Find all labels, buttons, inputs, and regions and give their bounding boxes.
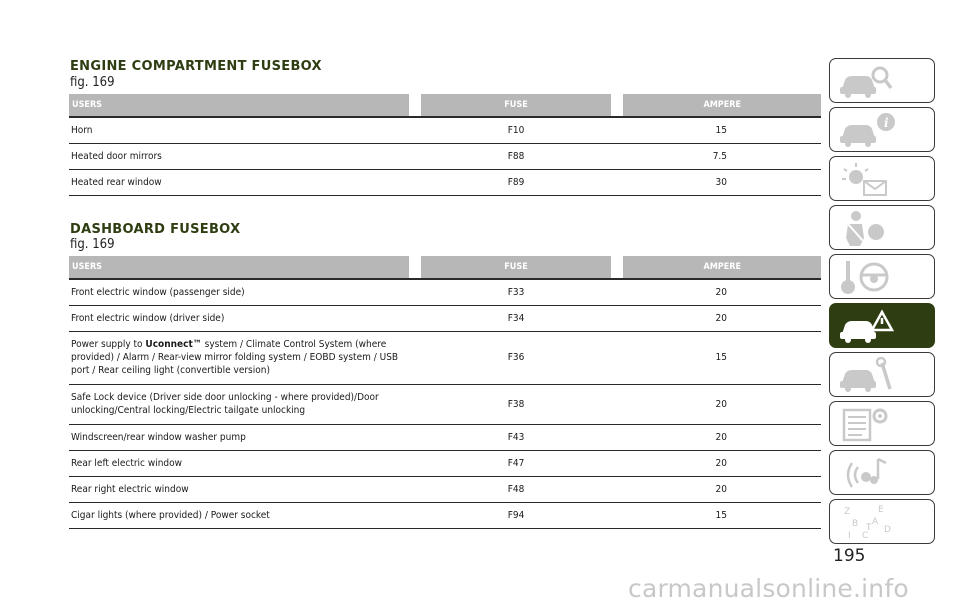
- cell-ampere: 20: [623, 476, 821, 502]
- cell-fuse: F43: [421, 424, 611, 450]
- svg-text:i: i: [884, 116, 889, 130]
- index-letter: B: [852, 519, 859, 529]
- cell-user: Rear right electric window: [69, 476, 409, 502]
- dashboard-section-title: DASHBOARD FUSEBOX: [70, 222, 241, 237]
- index-letter: T: [866, 523, 872, 533]
- warning-light-message-icon: [836, 159, 896, 199]
- side-tab-multimedia[interactable]: [829, 450, 935, 495]
- dashboard-fig-ref: fig. 169: [70, 237, 115, 252]
- side-tab-safety[interactable]: [829, 205, 935, 250]
- table-row: [69, 331, 821, 384]
- cell-fuse: F10: [421, 117, 611, 143]
- table-header-row: [69, 256, 821, 279]
- engine-section-title: ENGINE COMPARTMENT FUSEBOX: [70, 59, 322, 74]
- cell-fuse: F33: [421, 279, 611, 305]
- cell-ampere: 7.5: [623, 143, 821, 169]
- cell-fuse: F34: [421, 305, 611, 331]
- car-info-icon: [836, 110, 896, 150]
- cell-ampere: 15: [623, 331, 821, 384]
- side-tab-starting-driving[interactable]: [829, 254, 935, 299]
- cell-fuse: F94: [421, 502, 611, 528]
- side-tab-emergency[interactable]: [829, 303, 935, 348]
- cell-user: Heated door mirrors: [69, 143, 409, 169]
- technical-data-gear-icon: [836, 404, 896, 444]
- page-number: 195: [833, 546, 866, 566]
- cell-fuse: F89: [421, 169, 611, 195]
- dashboard-fuse-table: [69, 256, 821, 529]
- header-users: USERS: [69, 94, 409, 117]
- car-emergency-icon: [836, 306, 896, 346]
- cell-fuse: F36: [421, 331, 611, 384]
- engine-fuse-table: [69, 94, 821, 196]
- index-letter: A: [872, 517, 879, 527]
- cell-user: Windscreen/rear window washer pump: [69, 424, 409, 450]
- table-row: [69, 384, 821, 424]
- table-header-row: [69, 94, 821, 117]
- cell-ampere: 20: [623, 450, 821, 476]
- side-tab-warning-messages[interactable]: [829, 156, 935, 201]
- table-row: [69, 476, 821, 502]
- cell-fuse: F38: [421, 384, 611, 424]
- car-wrench-icon: [836, 355, 896, 395]
- cell-ampere: 20: [623, 384, 821, 424]
- cell-ampere: 20: [623, 305, 821, 331]
- cell-fuse: F47: [421, 450, 611, 476]
- key-steering-wheel-icon: [836, 257, 896, 297]
- cell-fuse: F88: [421, 143, 611, 169]
- header-ampere: AMPERE: [623, 94, 821, 117]
- cell-user: Cigar lights (where provided) / Power socket: [69, 502, 409, 528]
- seatbelt-airbag-icon: [836, 208, 896, 248]
- multimedia-music-icon: [836, 453, 896, 493]
- cell-ampere: 20: [623, 279, 821, 305]
- cell-user: Front electric window (passenger side): [69, 279, 409, 305]
- uconnect-brand: Uconnect™: [145, 339, 202, 350]
- cell-user-pre: Power supply to: [71, 339, 143, 350]
- table-row: [69, 279, 821, 305]
- side-tab-index[interactable]: [829, 499, 935, 544]
- header-fuse: FUSE: [421, 256, 611, 279]
- car-search-icon: [836, 61, 896, 101]
- cell-ampere: 30: [623, 169, 821, 195]
- index-letter: Z: [844, 507, 851, 517]
- alphabetical-index-icon: [836, 502, 896, 542]
- side-tab-technical-data[interactable]: [829, 401, 935, 446]
- index-letter: C: [862, 531, 869, 541]
- index-letter: D: [884, 525, 891, 535]
- cell-user: Front electric window (driver side): [69, 305, 409, 331]
- cell-fuse: F48: [421, 476, 611, 502]
- table-row: [69, 169, 821, 195]
- header-fuse: FUSE: [421, 94, 611, 117]
- cell-ampere: 15: [623, 117, 821, 143]
- header-users: USERS: [69, 256, 409, 279]
- cell-user: Horn: [69, 117, 409, 143]
- cell-user: Safe Lock device (Driver side door unlocking - where provided)/Door unlocking/Central locking/Electric tailgate unlocking: [69, 384, 409, 424]
- side-tab-car-search[interactable]: [829, 58, 935, 103]
- header-ampere: AMPERE: [623, 256, 821, 279]
- cell-ampere: 15: [623, 502, 821, 528]
- index-letter: I: [848, 531, 851, 541]
- index-letter: E: [878, 505, 884, 515]
- table-row: [69, 117, 821, 143]
- cell-ampere: 20: [623, 424, 821, 450]
- cell-user: Heated rear window: [69, 169, 409, 195]
- cell-user: [69, 331, 409, 384]
- cell-user: Rear left electric window: [69, 450, 409, 476]
- table-row: [69, 424, 821, 450]
- watermark: carmanualsonline.info: [628, 574, 909, 603]
- table-row: [69, 450, 821, 476]
- side-tab-car-info[interactable]: [829, 107, 935, 152]
- engine-fig-ref: fig. 169: [70, 75, 115, 90]
- table-row: [69, 502, 821, 528]
- cell-user-post: system / Climate Control System (where provided) / Alarm / Rear-view mirror folding system / EOBD system / USB port / Rear ceiling light (convertible version): [71, 339, 399, 376]
- table-row: [69, 143, 821, 169]
- side-tab-servicing[interactable]: [829, 352, 935, 397]
- table-row: [69, 305, 821, 331]
